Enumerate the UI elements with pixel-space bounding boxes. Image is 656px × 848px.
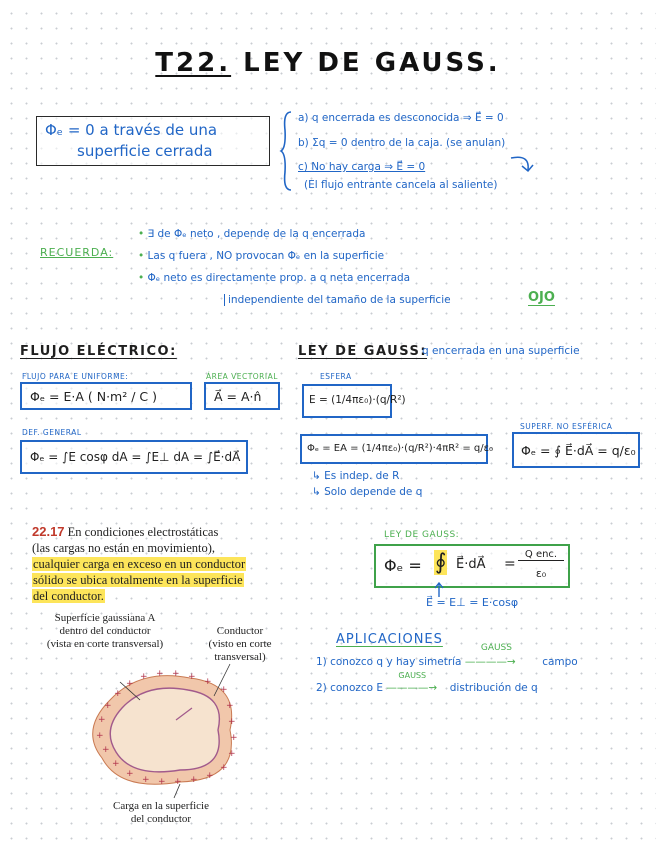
recuerda-item-1: • ∃ de Φₑ neto , depende de la q encerrada [138,228,366,240]
sphere-note-1: ↳ Es indep. de R [312,470,400,482]
svg-text:+: + [112,759,120,769]
svg-text:+: + [230,733,238,743]
esfera-eq: E = (1/4πε₀)·(q/R²) [309,394,406,406]
esfera-label: ESFERA [320,372,352,381]
page-title [0,48,656,78]
svg-text:+: + [204,677,212,687]
ojo-badge: OJO [528,290,555,305]
flux-zero-line1: Φₑ = 0 a través de una [45,121,218,139]
condition-b: b) Σq = 0 dentro de la caja. (se anulan) [298,137,506,149]
svg-text:+: + [126,769,134,779]
svg-text:+: + [220,763,228,773]
svg-text:+: + [206,771,214,781]
surface-charge-label: Carga en la superficie del conductor [112,800,209,825]
condition-a: a) q encerrada es desconocida ⇒ E⃗ = 0 [298,112,504,124]
sphere-flux-box [300,434,494,464]
area-vector-label: ÁREA VECTORIAL [206,372,278,381]
ley-heading-note: q encerrada en una superficie [422,345,580,357]
svg-text:+: + [142,775,150,785]
recuerda-item-2: • Las q fuera , NO provocan Φₑ en la superficie [138,250,385,262]
gauss-law-box [374,544,570,588]
recuerda-label: RECUERDA: [40,246,114,259]
gauss-law-denominator: ε₀ [535,567,547,580]
condition-c-note: (El flujo entrante cancela al saliente) [304,179,498,191]
svg-text:+: + [102,745,110,755]
svg-text:+: + [190,775,198,785]
svg-text:+: + [188,672,196,682]
nonspherical-box [512,432,640,468]
nonspherical-label: SUPERF. NO ESFÉRICA [520,422,613,431]
conductor-figure [80,660,260,800]
flux-zero-box [36,116,270,166]
gaussian-surface-label: Superficie gaussiana A dentro del conductor (vista en corte transversal) [46,612,164,650]
title-text: LEY DE GAUSS. [231,48,501,78]
svg-text:+: + [228,749,236,759]
sphere-flux-eq: Φₑ = EA = (1/4πε₀)·(q/R²)·4πR² = q/ε₀ [307,443,494,454]
ley-heading: LEY DE GAUSS: [298,344,428,359]
gauss-law-label: LEY DE GAUSS: [384,530,460,540]
svg-text:+: + [104,701,112,711]
recuerda-item-4: independiente del tamaño de la superficie [224,294,451,306]
textbook-number: 22.17 [32,524,65,539]
gauss-law-lhs: Φₑ = [384,556,422,575]
recuerda-item-3: • Φₑ neto es directamente prop. a q neta encerrada [138,272,411,284]
esfera-box [302,384,406,418]
svg-text:+: + [156,669,164,679]
svg-text:+: + [140,672,148,682]
svg-text:+: + [126,679,134,689]
def-general-box [20,440,248,474]
gauss-law-integrand: E⃗·dA⃗ [456,557,486,572]
svg-text:+: + [226,701,234,711]
flujo-uniform-eq: Φₑ = E·A ( N·m² / C ) [30,389,157,404]
flujo-heading: FLUJO ELÉCTRICO: [20,344,177,359]
flux-zero-line2: superficie cerrada [77,142,213,160]
title-code: T22. [155,48,232,78]
gauss-law-subnote: E⃗ = E⊥ = E·cosφ [426,596,519,609]
aplicacion-1: 1) conozco q y hay simetría GAUSS ————→ campo [316,643,578,668]
def-general-label: DEF. GENERAL [22,428,82,437]
svg-text:+: + [220,685,228,695]
svg-text:+: + [228,717,236,727]
condition-c: c) No hay carga ⇒ E⃗ = 0 [298,161,426,173]
sphere-note-2: ↳ Solo depende de q [312,486,423,498]
svg-text:+: + [172,669,180,679]
aplicacion-2: 2) conozco E GAUSS ————→ distribución de q [316,671,538,694]
gauss-law-equals: = [504,556,516,572]
conductor-label: Conductor (visto en corte transversal) [208,625,272,663]
svg-text:+: + [158,777,166,787]
conditions-brace [279,110,293,192]
flujo-uniform-box [20,382,192,410]
curved-arrow-icon [508,154,538,176]
aplicaciones-heading: APLICACIONES [336,632,443,647]
contour-integral-icon: ∮ [435,550,447,575]
gauss-law-numerator: Q enc. [518,549,564,561]
svg-text:+: + [96,731,104,741]
area-vector-eq: A⃗ = A·n̂ [214,389,262,404]
area-vector-box [204,382,280,410]
def-general-eq: Φₑ = ∫E cosφ dA = ∫E⊥ dA = ∫E⃗·dA⃗ [30,450,241,464]
svg-text:+: + [114,689,122,699]
flujo-uniform-label: FLUJO PARA E UNIFORME: [22,372,129,381]
svg-text:+: + [174,777,182,787]
nonspherical-eq: Φₑ = ∮ E⃗·dA⃗ = q/ε₀ [521,443,636,458]
svg-text:+: + [98,715,106,725]
textbook-paragraph: 22.17 En condiciones electrostáticas (las cargas no están en movimiento), cualquier carga en exceso en un conductor sólido se ubica totalmente en la superficie del conductor. [32,524,246,603]
